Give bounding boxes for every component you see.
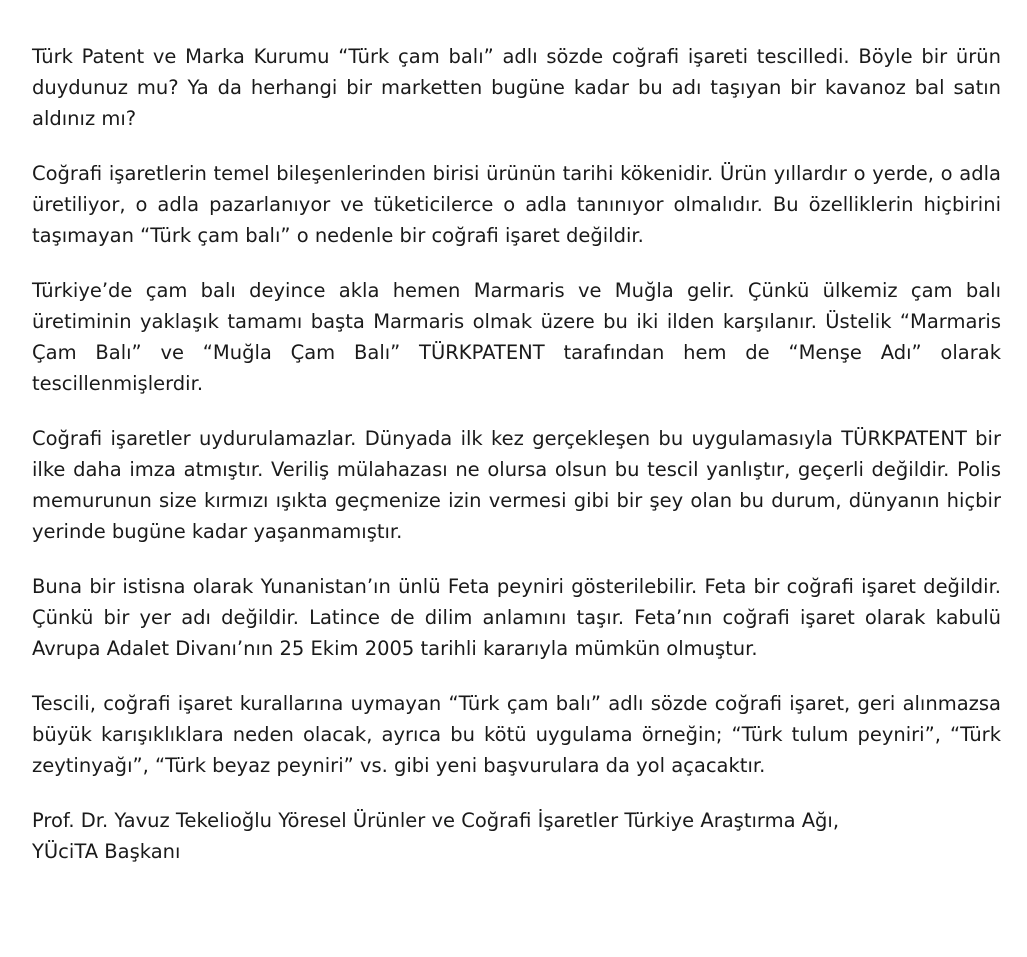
- signature-line-1: Prof. Dr. Yavuz Tekelioğlu Yöresel Ürünler ve Coğrafi İşaretler Türkiye Araştırma Ağı,: [32, 809, 840, 832]
- paragraph-cannot-invent: Coğrafi işaretler uydurulamazlar. Dünyada ilk kez gerçekleşen bu uygulamasıyla TÜRKPATENT bir ilke daha imza atmıştır. Veriliş mülahazası ne olursa olsun bu tescil yanlıştır, geçerli değildir. Polis memurunun size kırmızı ışıkta geçmenize izin vermesi gibi bir şey olan bu durum, dünyanın hiçbir yerinde bugüne kadar yaşanmamıştır.: [32, 427, 1001, 543]
- paragraph-marmaris-mugla: Türkiye’de çam balı deyince akla hemen Marmaris ve Muğla gelir. Çünkü ülkemiz çam balı üretiminin yaklaşık tamamı başta Marmaris olmak üzere bu iki ilden karşılanır. Üstelik “Marmaris Çam Balı” ve “Muğla Çam Balı” TÜRKPATENT tarafından hem de “Menşe Adı” olarak tescillenmişlerdir.: [32, 279, 1001, 395]
- paragraph-historical-origin: Coğrafi işaretlerin temel bileşenlerinden birisi ürünün tarihi kökenidir. Ürün yıllardır o yerde, o adla üretiliyor, o adla pazarlanıyor ve tüketicilerce o adla tanınıyor olmalıdır. Bu özelliklerin hiçbirini taşımayan “Türk çam balı” o nedenle bir coğrafi işaret değildir.: [32, 162, 1001, 247]
- signature-line-2: YÜciTA Başkanı: [32, 840, 181, 863]
- article-body: [32, 41, 1001, 867]
- paragraph-intro: Türk Patent ve Marka Kurumu “Türk çam balı” adlı sözde coğrafi işareti tescilledi. Böyle bir ürün duydunuz mu? Ya da herhangi bir marketten bugüne kadar bu adı taşıyan bir kavanoz bal satın aldınız mı?: [32, 45, 1001, 130]
- paragraph-consequences: Tescili, coğrafi işaret kurallarına uymayan “Türk çam balı” adlı sözde coğrafi işaret, geri alınmazsa büyük karışıklıklara neden olacak, ayrıca bu kötü uygulama örneğin; “Türk tulum peyniri”, “Türk zeytinyağı”, “Türk beyaz peyniri” vs. gibi yeni başvurulara da yol açacaktır.: [32, 692, 1001, 777]
- paragraph-feta-exception: Buna bir istisna olarak Yunanistan’ın ünlü Feta peyniri gösterilebilir. Feta bir coğrafi işaret değildir. Çünkü bir yer adı değildir. Latince de dilim anlamını taşır. Feta’nın coğrafi işaret olarak kabulü Avrupa Adalet Divanı’nın 25 Ekim 2005 tarihli kararıyla mümkün olmuştur.: [32, 575, 1001, 660]
- author-signature: [32, 805, 1001, 867]
